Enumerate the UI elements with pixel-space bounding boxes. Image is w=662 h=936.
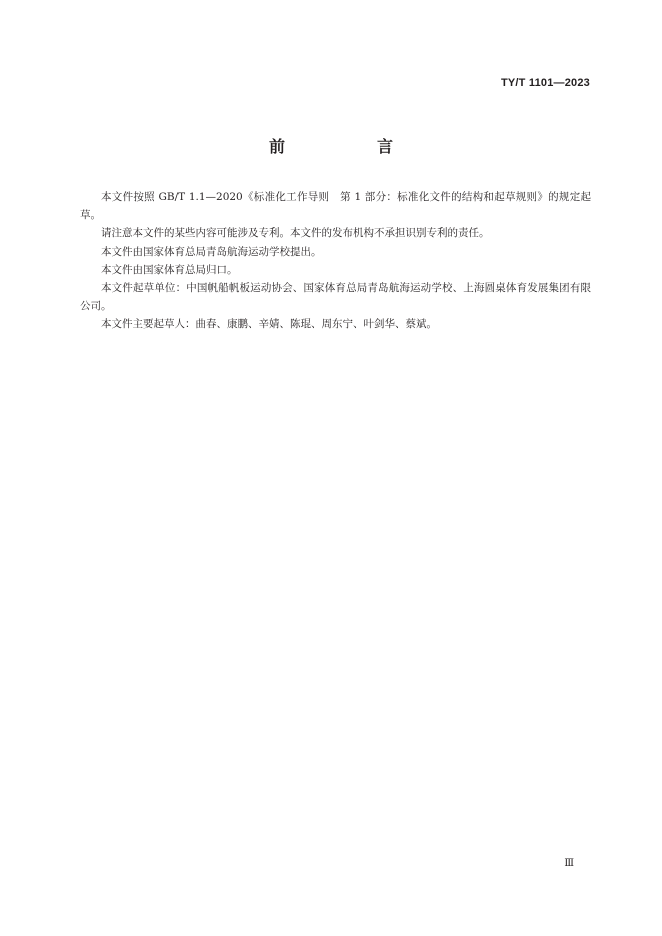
- paragraph-drafters: 本文件主要起草人：曲春、康鹏、辛婧、陈琨、周东宁、叶剑华、蔡斌。: [101, 318, 437, 331]
- paragraph-drafting-units: 本文件起草单位：中国帆船帆板运动协会、国家体育总局青岛航海运动学校、上海圆桌体育发展集团有限公司。: [80, 282, 591, 313]
- standard-code: TY/T 1101—2023: [500, 77, 590, 89]
- foreword-body: [80, 188, 591, 334]
- paragraph-drafting-rules: 本文件按照 GB/T 1.1—2020《标准化工作导则 第 1 部分：标准化文件的结构和起草规则》的规定起草。: [80, 191, 591, 222]
- paragraph-administrator: 本文件由国家体育总局归口。: [101, 263, 238, 276]
- page-title: 前 言: [268, 137, 431, 156]
- page-number: Ⅲ: [564, 858, 574, 869]
- paragraph-patent-notice: 请注意本文件的某些内容可能涉及专利。本文件的发布机构不承担识别专利的责任。: [101, 227, 490, 240]
- paragraph-proposer: 本文件由国家体育总局青岛航海运动学校提出。: [101, 245, 322, 258]
